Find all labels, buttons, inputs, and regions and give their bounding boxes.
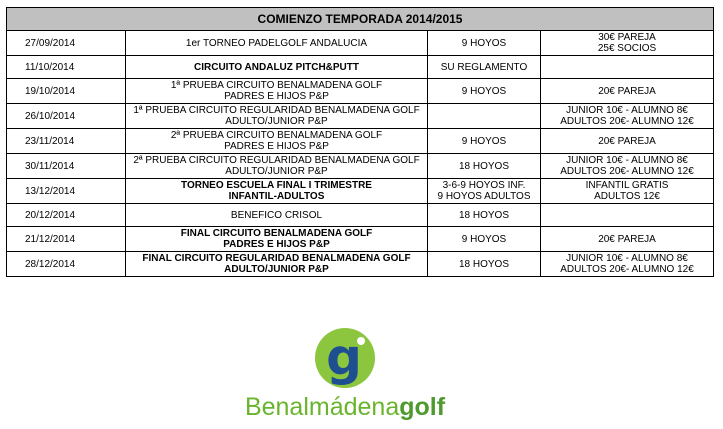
price-cell-line: INFANTIL GRATIS	[585, 180, 669, 191]
price-cell-line: 25€ SOCIOS	[597, 43, 657, 54]
table-row	[7, 227, 714, 252]
event-cell-line: BENEFICO CRISOL	[230, 209, 323, 221]
format-cell	[428, 56, 541, 79]
format-cell-line: 18 HOYOS	[458, 258, 510, 270]
price-cell-line: JUNIOR 10€ - ALUMNO 8€	[566, 155, 688, 166]
price-cell-line: JUNIOR 10€ - ALUMNO 8€	[566, 105, 688, 116]
event-cell-line: PADRES E HIJOS P&P	[223, 239, 330, 250]
price-cell-line: ADULTOS 20€- ALUMNO 12€	[560, 264, 694, 275]
event-cell-line: PADRES E HIJOS P&P	[224, 91, 329, 102]
table-row	[7, 79, 714, 104]
price-cell	[541, 154, 714, 179]
event-cell-line: ADULTO/JUNIOR P&P	[225, 166, 328, 177]
table-row	[7, 129, 714, 154]
event-cell-line: CIRCUITO ANDALUZ PITCH&PUTT	[194, 61, 359, 73]
event-cell-line: 1ª PRUEBA CIRCUITO BENALMADENA GOLF	[170, 80, 383, 91]
format-cell	[428, 129, 541, 154]
table-row	[7, 31, 714, 56]
date-cell: 20/12/2014	[7, 204, 126, 227]
price-cell-line: ADULTOS 12€	[594, 191, 660, 202]
price-cell	[541, 129, 714, 154]
date-cell: 28/12/2014	[7, 252, 126, 277]
event-cell	[126, 104, 428, 129]
price-cell	[541, 79, 714, 104]
event-cell-line: 1er TORNEO PADELGOLF ANDALUCIA	[185, 37, 368, 49]
price-cell-line: ADULTOS 20€- ALUMNO 12€	[560, 166, 694, 177]
price-cell-line: 20€ PAREJA	[598, 85, 656, 97]
event-cell-line: FINAL CIRCUITO REGULARIDAD BENALMADENA GOLF	[142, 253, 411, 264]
price-cell	[541, 104, 714, 129]
event-cell-line: INFANTIL-ADULTOS	[228, 191, 325, 202]
date-cell: 27/09/2014	[7, 31, 126, 56]
format-cell	[428, 252, 541, 277]
table-title: COMIENZO TEMPORADA 2014/2015	[7, 8, 714, 31]
event-cell-line: TORNEO ESCUELA FINAL I TRIMESTRE	[181, 180, 372, 191]
price-cell-line: 20€ PAREJA	[598, 135, 656, 147]
benalmadena-golf-logo	[233, 320, 457, 424]
event-cell-line: 2ª PRUEBA CIRCUITO REGULARIDAD BENALMADENA GOLF	[133, 155, 420, 166]
table-row	[7, 204, 714, 227]
format-cell	[428, 154, 541, 179]
format-cell-line: 18 HOYOS	[458, 160, 510, 172]
date-cell: 13/12/2014	[7, 179, 126, 204]
event-cell	[126, 79, 428, 104]
date-cell: 19/10/2014	[7, 79, 126, 104]
format-cell-line: 18 HOYOS	[458, 209, 510, 221]
logo-glyph: g	[326, 328, 362, 386]
price-cell-line: JUNIOR 10€ - ALUMNO 8€	[566, 253, 688, 264]
event-cell-line: ADULTO/JUNIOR P&P	[225, 116, 328, 127]
table-row	[7, 252, 714, 277]
schedule-table	[6, 7, 714, 277]
format-cell-line: 9 HOYOS	[461, 135, 507, 147]
format-cell	[428, 179, 541, 204]
table-row	[7, 179, 714, 204]
event-cell-line: FINAL CIRCUITO BENALMADENA GOLF	[180, 228, 373, 239]
table-row	[7, 104, 714, 129]
event-cell	[126, 179, 428, 204]
date-cell: 11/10/2014	[7, 56, 126, 79]
schedule-sheet	[6, 7, 713, 277]
format-cell-line: 3-6-9 HOYOS INF.	[442, 180, 526, 191]
price-cell-line: 30€ PAREJA	[598, 32, 656, 43]
logo-graphic	[233, 320, 457, 424]
price-cell	[541, 179, 714, 204]
event-cell	[126, 56, 428, 79]
format-cell-line: 9 HOYOS ADULTOS	[437, 191, 531, 202]
date-cell: 21/12/2014	[7, 227, 126, 252]
format-cell-line: 9 HOYOS	[461, 233, 507, 245]
table-row	[7, 154, 714, 179]
price-cell	[541, 227, 714, 252]
format-cell-line: SU REGLAMENTO	[440, 61, 528, 73]
price-cell-line: ADULTOS 20€- ALUMNO 12€	[560, 116, 694, 127]
price-cell	[541, 252, 714, 277]
event-cell	[126, 154, 428, 179]
format-cell	[428, 227, 541, 252]
event-cell-line: PADRES E HIJOS P&P	[224, 141, 329, 152]
event-cell-line: 2ª PRUEBA CIRCUITO BENALMADENA GOLF	[170, 130, 383, 141]
table-row	[7, 56, 714, 79]
date-cell: 26/10/2014	[7, 104, 126, 129]
format-cell	[428, 31, 541, 56]
event-cell	[126, 204, 428, 227]
price-cell-line: 20€ PAREJA	[598, 233, 656, 245]
event-cell	[126, 31, 428, 56]
format-cell	[428, 204, 541, 227]
event-cell	[126, 129, 428, 154]
date-cell: 30/11/2014	[7, 154, 126, 179]
event-cell-line: 1ª PRUEBA CIRCUITO REGULARIDAD BENALMADENA GOLF	[133, 105, 420, 116]
format-cell	[428, 79, 541, 104]
price-cell	[541, 56, 714, 79]
date-cell: 23/11/2014	[7, 129, 126, 154]
price-cell	[541, 204, 714, 227]
event-cell	[126, 252, 428, 277]
price-cell	[541, 31, 714, 56]
event-cell	[126, 227, 428, 252]
event-cell-line: ADULTO/JUNIOR P&P	[224, 264, 329, 275]
format-cell-line: 9 HOYOS	[461, 85, 507, 97]
format-cell	[428, 104, 541, 129]
format-cell-line: 9 HOYOS	[461, 37, 507, 49]
logo-wordmark: Benalmádenagolf	[244, 393, 446, 421]
